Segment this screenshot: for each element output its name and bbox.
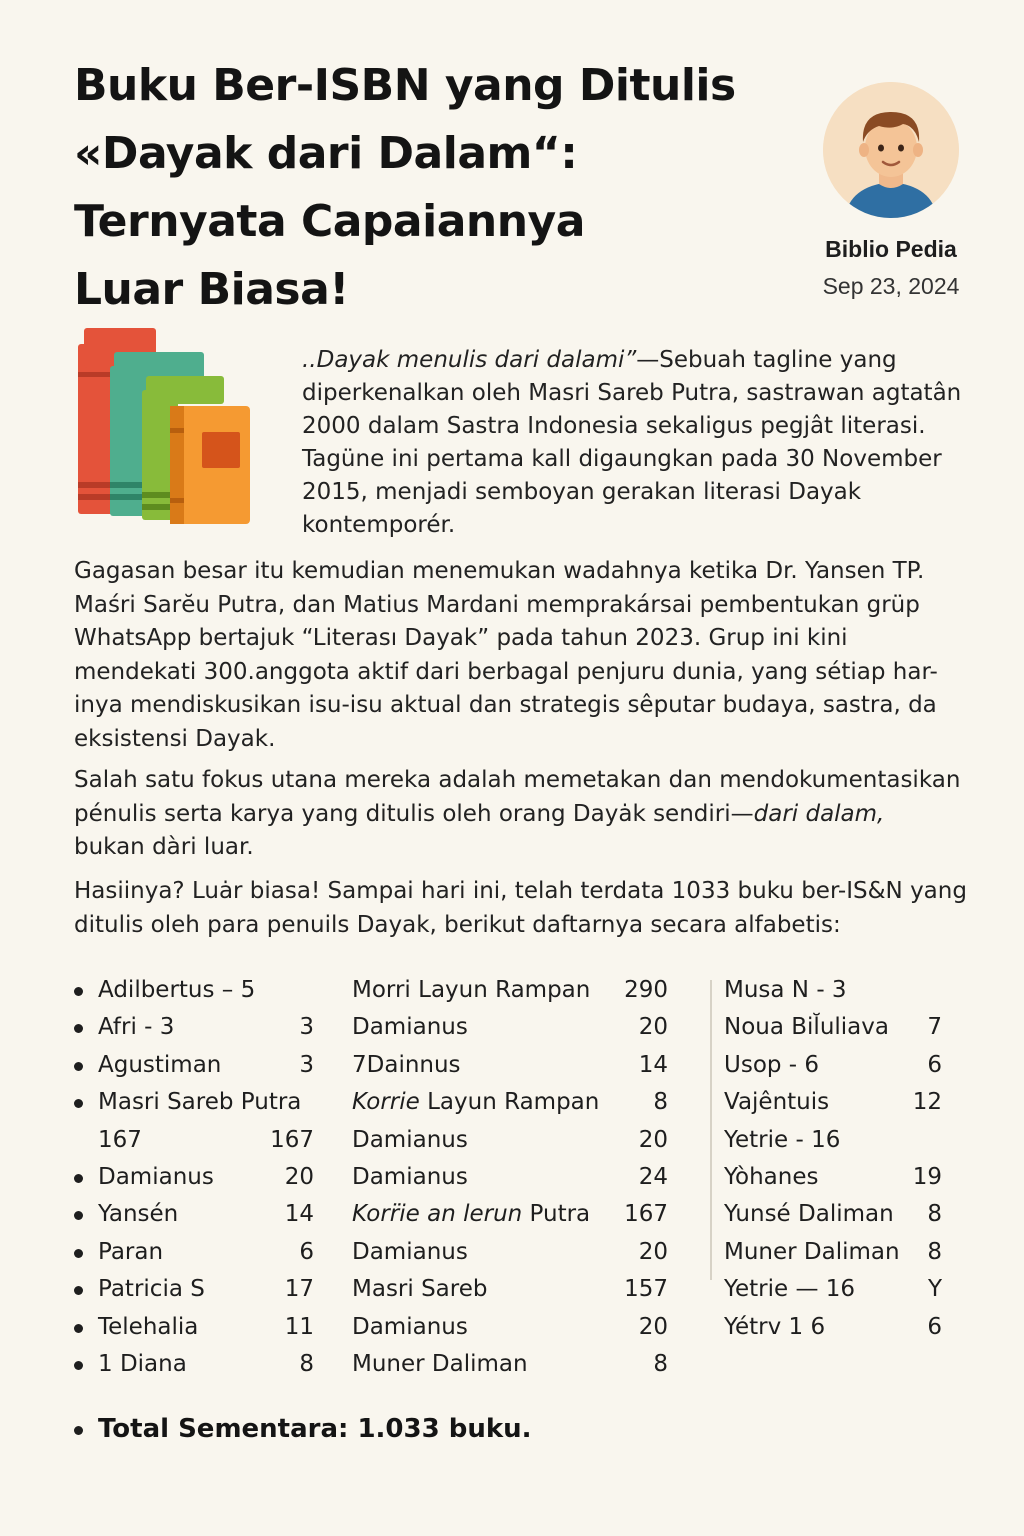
bullet-icon [74, 1426, 83, 1435]
author-list-item [352, 1047, 668, 1084]
author-list-item [724, 1196, 942, 1233]
paragraph-focus [74, 764, 974, 865]
intro-line: 2015, menjadi semboyan gerakan literasi Dayak [302, 479, 862, 505]
book-count: 8 [299, 1350, 314, 1377]
author-list-item [724, 1047, 942, 1084]
total-text: Total Sementara: 1.033 buku. [98, 1414, 532, 1444]
paragraph-line: Maśri Sarĕu Putra, dan Matius Mardani memprakársai pembentukan grüp [74, 591, 920, 618]
author-name-text: Damianus [352, 1238, 468, 1265]
author-name-text: Morri Layun Rampan [352, 977, 591, 1003]
author-name-text: Masri Sareb Putra [98, 1089, 302, 1116]
paragraph-line: eksistensi Dayak. [74, 725, 276, 752]
book-count: 8 [653, 1089, 668, 1116]
author-list-column-3 [724, 972, 942, 1346]
book-count: 20 [638, 1313, 668, 1340]
author-name-text: Masri Sareb [352, 1276, 488, 1303]
author-block[interactable] [816, 82, 966, 300]
book-count: 14 [284, 1201, 314, 1228]
author-name-text: Afri - 3 [98, 1014, 175, 1041]
book-count: 24 [638, 1163, 668, 1190]
author-name-text: Korrie Layun Rampan [352, 1089, 600, 1116]
book-count: 3 [299, 1051, 314, 1078]
author-name-text: Yétrv 1 6 [724, 1313, 826, 1340]
author-list-item [352, 972, 668, 1009]
book-count: 167 [624, 1201, 668, 1228]
author-list-item [352, 1346, 668, 1383]
author-name-text: Muner Daliman [352, 1350, 528, 1377]
author-list-item [74, 1346, 314, 1383]
person-avatar-icon[interactable] [823, 82, 959, 218]
intro-tagline: ..Dayak menulis dari dalami” [302, 347, 637, 373]
author-list-item [724, 1271, 942, 1308]
author-name-text: Vajêntuis [724, 1089, 830, 1116]
stack-of-books-icon [74, 322, 254, 528]
paragraph-line: WhatsApp bertajuk “Literası Dayak” pada tahun 2023. Grup ini kini [74, 625, 848, 651]
author-name-text: Agustiman [98, 1051, 222, 1078]
author-name-text: Musa N - 3 [724, 977, 847, 1003]
author-name-text: Damianus [352, 1163, 468, 1190]
author-list-item [724, 1009, 942, 1046]
bullet-icon [74, 1324, 83, 1333]
author-name-text: Damianus [352, 1313, 468, 1340]
paragraph-result [74, 875, 974, 942]
author-list-item [74, 972, 314, 1009]
book-count: 20 [284, 1163, 314, 1190]
author-list-item [352, 1084, 668, 1121]
bullet-icon [74, 1174, 83, 1183]
author-name-text: Muner Daliman [724, 1238, 900, 1265]
book-count: 20 [638, 1238, 668, 1265]
author-name-text: Patricia S [98, 1276, 205, 1303]
book-count: 6 [927, 1313, 942, 1340]
article-title [74, 52, 814, 324]
paragraph-line: Salah satu fokus utana mereka adalah memetakan dan mendokumentasikan [74, 767, 961, 793]
author-name-text: Damianus [352, 1126, 468, 1153]
bullet-icon [74, 1249, 83, 1258]
title-line: «Dayak dari Dalam“: [74, 128, 578, 179]
intro-line: kontemporér. [302, 512, 456, 538]
author-name-text: Yòhanes [724, 1163, 819, 1190]
title-line: Luar Biasa! [74, 264, 349, 315]
book-count: 11 [284, 1313, 314, 1340]
author-name[interactable]: Biblio Pedia [825, 236, 957, 262]
author-name-text: Yunsé Daliman [724, 1201, 894, 1228]
author-list-item [74, 1122, 314, 1159]
book-count: 17 [284, 1276, 314, 1303]
author-list-item [724, 1309, 942, 1346]
bullet-icon [74, 1286, 83, 1295]
author-name-text: 1 Diana [98, 1350, 187, 1377]
author-list-item [724, 1122, 942, 1159]
publish-date: Sep 23, 2024 [822, 273, 960, 299]
author-list-item [724, 1234, 942, 1271]
book-count: 12 [912, 1089, 942, 1116]
book-count: 19 [912, 1163, 942, 1190]
paragraph-whatsapp-group [74, 555, 974, 756]
paragraph-line: bukan dàri luar. [74, 834, 254, 860]
paragraph-line: mendekati 300.anggota aktif dari berbagal penjuru dunia, yang sétiap har- [74, 658, 938, 685]
bullet-icon [74, 1099, 83, 1108]
book-count: 8 [927, 1238, 942, 1265]
book-count: 20 [638, 1014, 668, 1041]
intro-line: ..Dayak menulis dari dalami”—Sebuah tagline yang [302, 347, 897, 373]
author-name-text: Yetrie - 16 [724, 1126, 841, 1153]
bullet-icon [74, 987, 83, 996]
author-list-item [724, 972, 942, 1009]
author-list-item [74, 1159, 314, 1196]
author-list-item [74, 1271, 314, 1308]
author-list-item [352, 1234, 668, 1271]
author-list-item [352, 1159, 668, 1196]
book-count: 20 [638, 1126, 668, 1153]
author-list-item [74, 1047, 314, 1084]
book-count: 157 [624, 1276, 668, 1303]
author-name-text: 167 [98, 1126, 142, 1153]
intro-paragraph [302, 344, 982, 542]
bullet-icon [74, 1211, 83, 1220]
author-list-item [74, 1309, 314, 1346]
author-list-item [74, 1196, 314, 1233]
author-list-item [74, 1084, 314, 1121]
column-divider [710, 980, 712, 1280]
author-name-text: 7Dainnus [352, 1051, 461, 1078]
book-count: 6 [927, 1051, 942, 1078]
author-list-item [352, 1271, 668, 1308]
book-count: 14 [638, 1051, 668, 1078]
paragraph-line: Hasiinya? Luȧr biasa! Sampai hari ini, telah terdata 1033 buku ber-IS&N yang [74, 878, 967, 904]
author-name-text: Noua Bil̆uliava [724, 1014, 889, 1041]
author-list-item [74, 1234, 314, 1271]
book-count: Y [927, 1276, 942, 1303]
bullet-icon [74, 1024, 83, 1033]
author-list-item [352, 1196, 668, 1233]
author-name-text: Telehalia [98, 1313, 199, 1340]
intro-line: 2000 dalam Sastra Indonesia sekaligus pegjât literasi. [302, 413, 926, 439]
total-summary [74, 1414, 532, 1444]
author-name-text: Usop - 6 [724, 1051, 820, 1078]
author-list-column-2 [352, 972, 668, 1383]
author-name-text: Adilbertus – 5 [98, 977, 256, 1003]
author-list-item [74, 1009, 314, 1046]
author-name-text: Damianus [352, 1014, 468, 1041]
author-list-item [352, 1122, 668, 1159]
author-name-text: Korr̈ie an lerun Putra [352, 1201, 591, 1228]
book-count: 3 [299, 1014, 314, 1041]
author-name-text: Damianus [98, 1163, 214, 1190]
paragraph-line: pénulis serta karya yang ditulis oleh orang Dayȧk sendiri—dari dalam, [74, 800, 885, 827]
author-name-text: Yetrie — 16 [724, 1276, 856, 1303]
book-count: 6 [299, 1238, 314, 1265]
author-list-item [352, 1309, 668, 1346]
book-count: 7 [927, 1014, 942, 1041]
bullet-icon [74, 1361, 83, 1370]
book-count: 8 [653, 1350, 668, 1377]
paragraph-line: ditulis oleh para penuils Dayak, berikut daftarnya secara alfabetis: [74, 911, 841, 938]
author-list-item [724, 1084, 942, 1121]
author-list-column-1 [74, 972, 314, 1383]
bullet-icon [74, 1062, 83, 1071]
intro-line: Tagüne ini pertama kall digaungkan pada 30 November [302, 446, 942, 472]
book-count: 290 [624, 977, 668, 1003]
paragraph-line: Gagasan besar itu kemudian menemukan wadahnya ketika Dr. Yansen TP. [74, 558, 925, 584]
author-name-text: Yansén [98, 1201, 179, 1228]
author-name-text: Paran [98, 1238, 164, 1265]
paragraph-line: inya mendiskusikan isu-isu aktual dan strategis sêputar budaya, sastra, da [74, 692, 937, 718]
title-line: Buku Ber-ISBN yang Ditulis [74, 60, 736, 111]
title-line: Ternyata Capaiannya [74, 196, 585, 247]
author-list-item [352, 1009, 668, 1046]
author-list-item [724, 1159, 942, 1196]
book-count: 8 [927, 1201, 942, 1228]
book-count: 167 [270, 1126, 314, 1153]
intro-line: diperkenalkan oleh Masri Sareb Putra, sastrawan agtatân [302, 380, 962, 406]
